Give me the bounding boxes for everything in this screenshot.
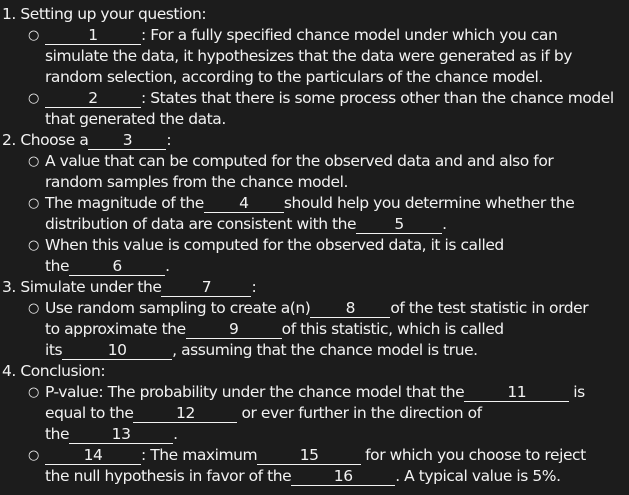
list-item-text: to approximate the 9 of this statistic, which is called [45, 320, 504, 338]
list-item-text: its 10 , assuming that the chance model is true. [45, 341, 478, 359]
section-1-heading: 1. Setting up your question: [2, 5, 207, 23]
list-item-text: random samples from the chance model. [45, 173, 348, 191]
list-item-text: simulate the data, it hypothesizes that the data were generated as if by [45, 47, 573, 65]
blank-11: 11 [464, 383, 569, 402]
list-item-text: equal to the 12 or ever further in the direction of [45, 404, 482, 422]
bullet-icon: ○ [28, 238, 39, 253]
list-item: 1 : For a fully specified chance model under which you can [45, 25, 557, 46]
list-item-text: random selection, according to the particulars of the chance model. [45, 68, 543, 86]
bullet-icon: ○ [28, 385, 39, 400]
blank-14: 14 [45, 446, 141, 465]
list-item: The magnitude of the 4 should help you determine whether the [45, 194, 575, 212]
list-item-text: the 13 . [45, 425, 178, 443]
list-item: Use random sampling to create a(n) 8 of the test statistic in order [45, 299, 589, 317]
section-4-heading: 4. Conclusion: [2, 362, 106, 380]
blank-1: 1 [45, 26, 141, 45]
bullet-icon: ○ [28, 196, 39, 211]
blank-8: 8 [310, 299, 390, 318]
list-item: 14 : The maximum 15 for which you choose to reject [45, 445, 586, 466]
blank-15: 15 [257, 446, 361, 465]
blank-6: 6 [69, 257, 165, 276]
blank-9: 9 [186, 320, 282, 339]
bullet-icon: ○ [28, 91, 39, 106]
list-item-text: distribution of data are consistent with the 5 . [45, 215, 447, 233]
bullet-icon: ○ [28, 448, 39, 463]
bullet-icon: ○ [28, 28, 39, 43]
list-item: A value that can be computed for the observed data and and also for [45, 152, 554, 170]
blank-7: 7 [161, 278, 251, 297]
list-item-text: the 6 . [45, 257, 170, 275]
list-item: P-value: The probability under the chance model that the 11 is [45, 383, 585, 401]
blank-10: 10 [62, 341, 172, 360]
bullet-icon: ○ [28, 154, 39, 169]
blank-13: 13 [69, 425, 173, 444]
list-item-text: the null hypothesis in favor of the 16 . A typical value is 5%. [45, 467, 561, 485]
list-item-text: that generated the data. [45, 110, 226, 128]
blank-12: 12 [133, 404, 237, 423]
list-item: 2 : States that there is some process other than the chance model [45, 88, 614, 109]
bullet-icon: ○ [28, 301, 39, 316]
blank-16: 16 [291, 467, 395, 486]
blank-5: 5 [356, 215, 442, 234]
section-3-heading: 3. Simulate under the 7 : [2, 278, 257, 296]
blank-3: 3 [88, 131, 166, 150]
section-2-heading: 2. Choose a 3 : [2, 131, 172, 149]
blank-2: 2 [45, 89, 141, 108]
list-item: When this value is computed for the observed data, it is called [45, 236, 504, 254]
blank-4: 4 [204, 194, 284, 213]
